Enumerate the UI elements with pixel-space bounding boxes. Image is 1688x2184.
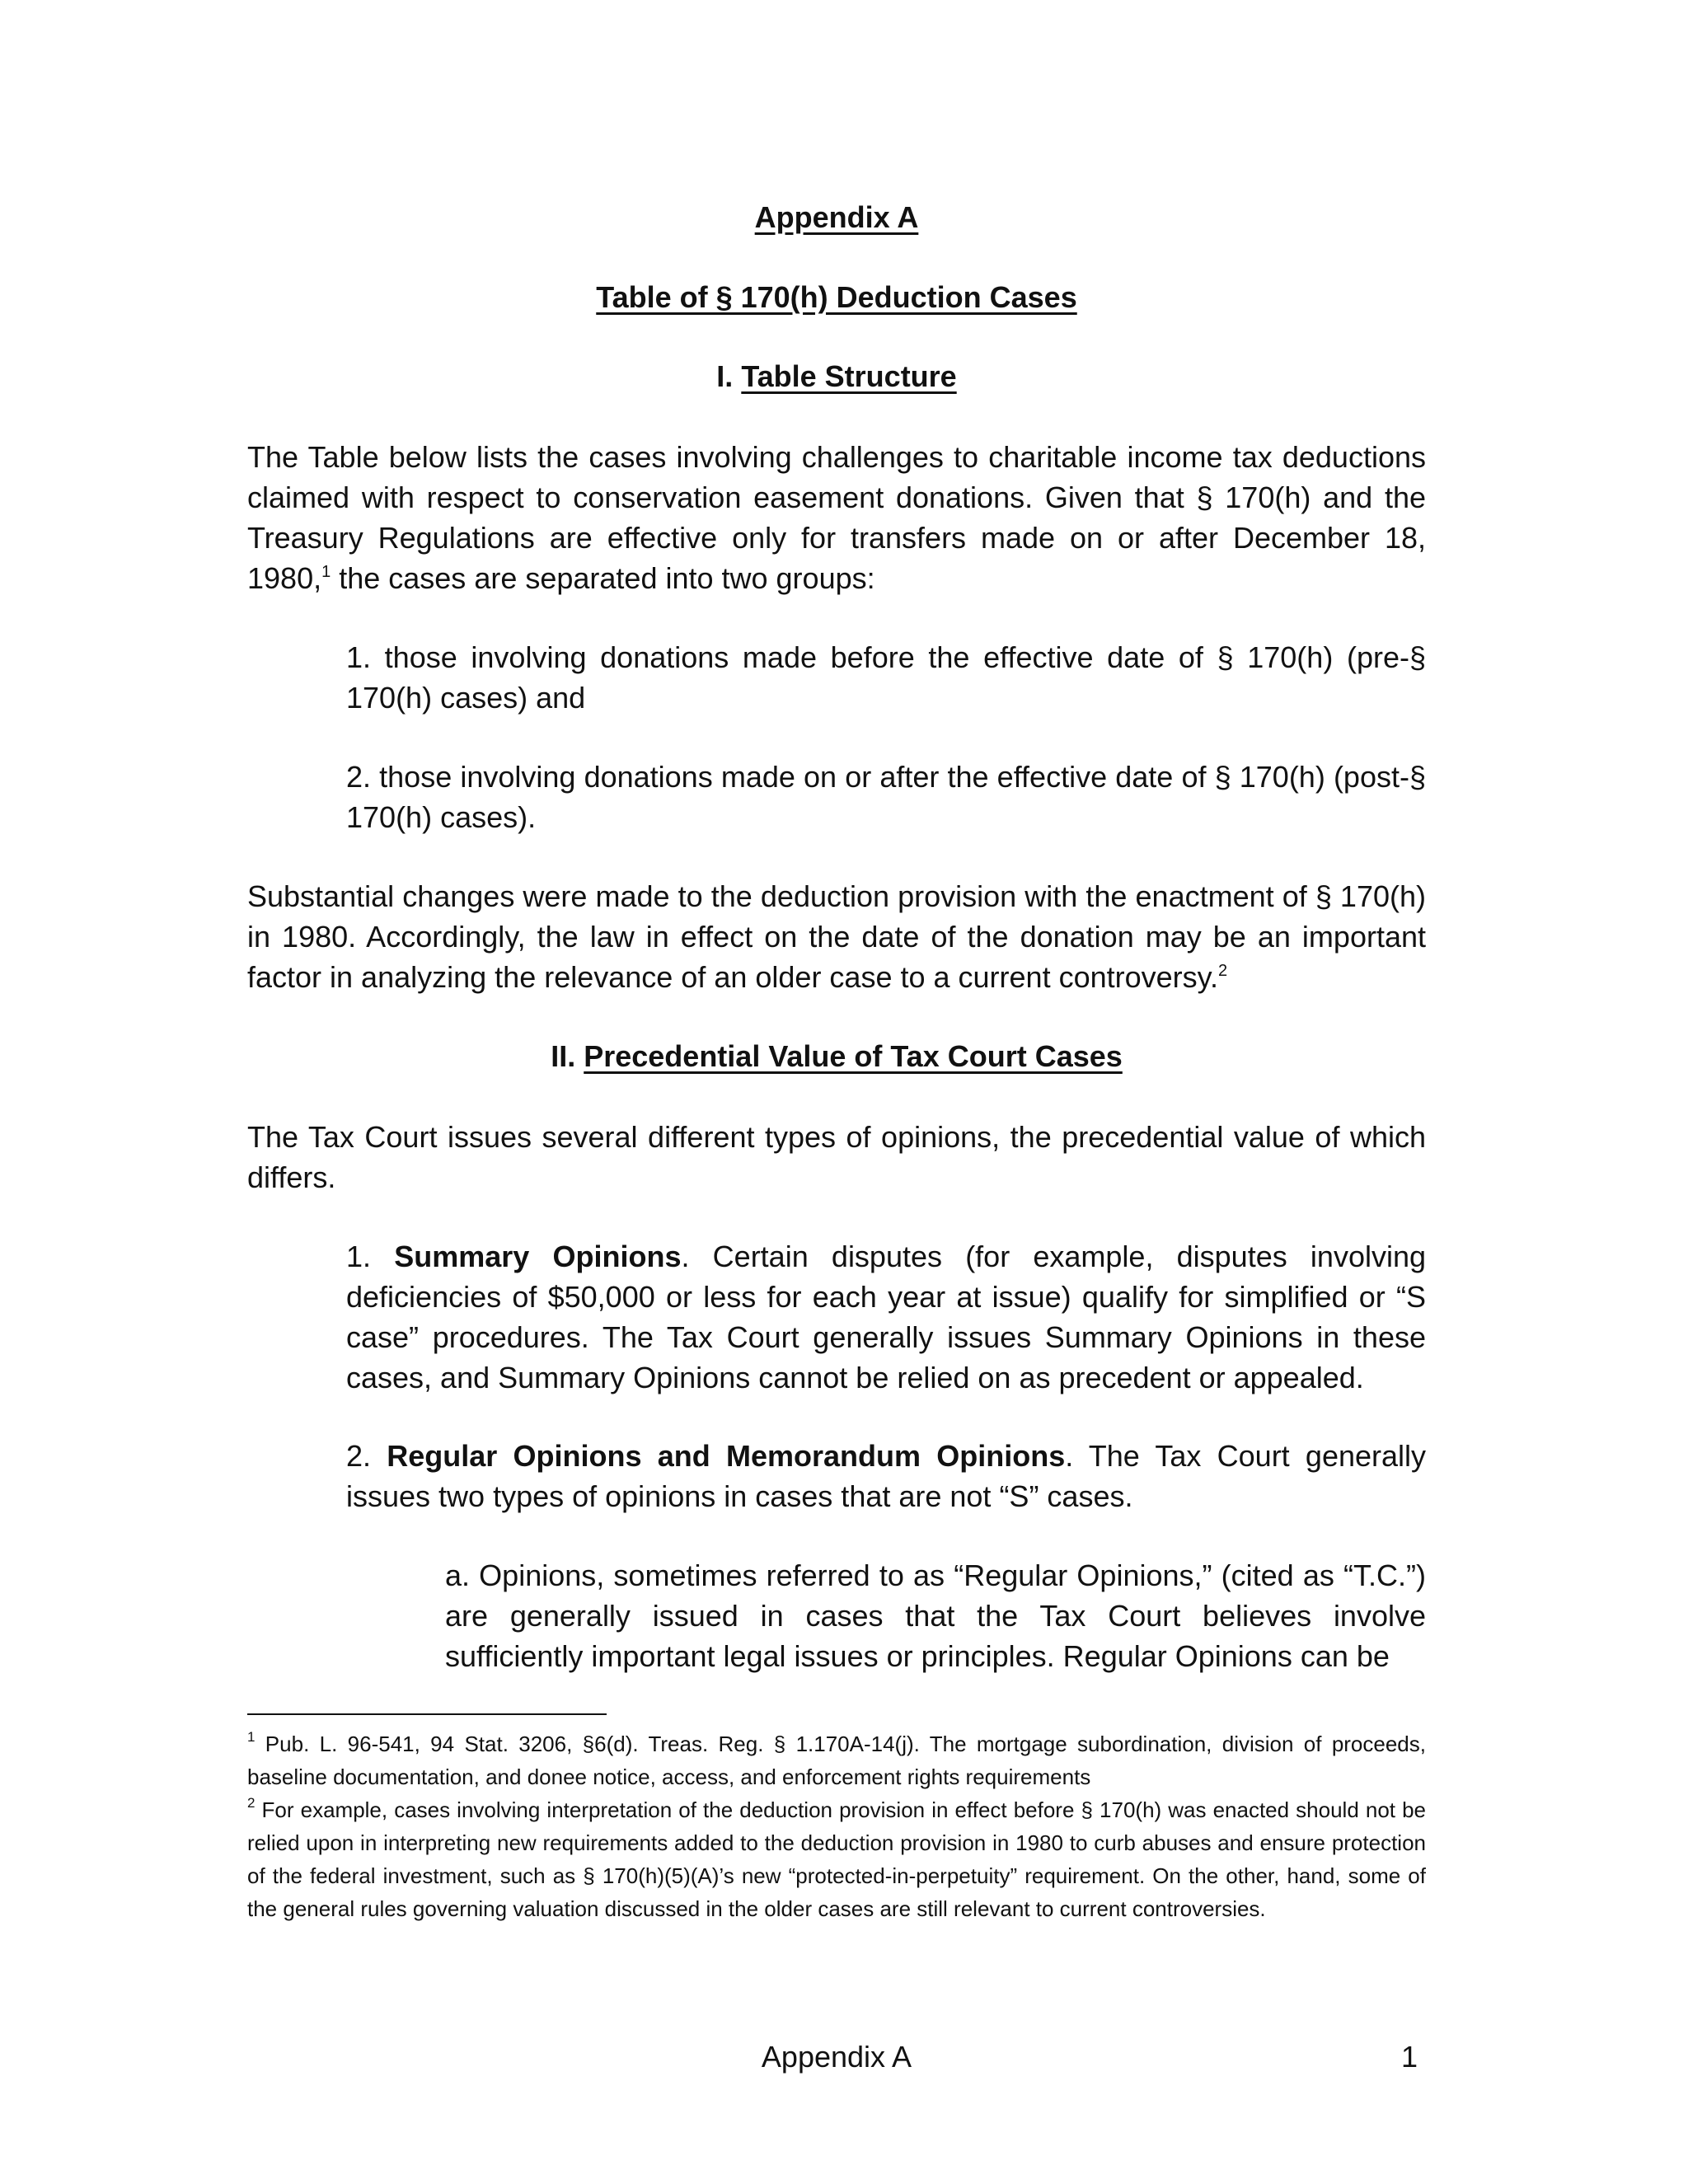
section-1-closing-paragraph: Substantial changes were made to the deduction provision with the enactment of § 170(h) in 1980. Accordingly, the law in effect on the date of the donation may be an important factor in analyzing the relevance of an older case to a current controversy.$^2$: [247, 879, 1426, 994]
list-item-summary-opinions: 1. Summary Opinions. Certain disputes (for example, disputes involving deficiencies of $50,000 or less for each year at issue) qualify for simplified or “S case” procedures. The Tax Court generally issues Summary Opinions in these cases, and Summary Opinions cannot be relied on as precedent or appealed.: [346, 1240, 1426, 1394]
summary-opinions-term: Summary Opinions: [394, 1240, 682, 1273]
footnote-2: $^2$ For example, cases involving interpretation of the deduction provision in effect before § 170(h) was enacted should not be relied upon in interpreting new requirements added to the deduction provision in 1980 to curb abuses and ensure protection of the federal investment, such as § 170(h)(5)(A)’s new “protected-in-perpetuity” requirement. On the other, hand, some of the general rules governing valuation discussed in the older cases are still relevant to current controversies.: [247, 1795, 1426, 1921]
regular-memorandum-opinions-term: Regular Opinions and Memorandum Opinions: [387, 1439, 1066, 1473]
footnote-separator: [247, 1713, 607, 1715]
footnote-1: $^1$ Pub. L. 96-541, 94 Stat. 3206, §6(d). Treas. Reg. § 1.170A-14(j). The mortgage subordination, division of proceeds, baseline documentation, and donee notice, access, and enforcement rights requirements: [247, 1729, 1426, 1789]
section-2-intro-paragraph: The Tax Court issues several different types of opinions, the precedential value of which differs.: [247, 1120, 1426, 1194]
list-item-regular-memorandum-opinions: 2. Regular Opinions and Memorandum Opinions. The Tax Court generally issues two types of opinions in cases that are not “S” cases.: [346, 1439, 1427, 1513]
footnote-ref-2: 2: [1217, 962, 1228, 980]
sub-item-regular-opinions: a. Opinions, sometimes referred to as “Regular Opinions,” (cited as “T.C.”) are generally issued in cases that the Tax Court believes involve sufficiently important legal issues or principles. Regular Opinions can be: [445, 1558, 1426, 1673]
list-item-post-170h: 2. those involving donations made on or after the effective date of § 170(h) (post-§ 170(h) cases).: [346, 760, 1426, 834]
footer-title: Appendix A: [761, 2040, 912, 2074]
table-title-heading: Table of § 170(h) Deduction Cases: [596, 280, 1077, 314]
section-2-heading: [247, 1037, 1426, 1076]
section-1-heading: [247, 357, 1426, 396]
footnote-ref-1: 1: [321, 563, 331, 581]
appendix-heading: Appendix A: [754, 200, 919, 234]
page-number: 1: [1401, 2040, 1418, 2074]
footnote-1-mark: 1: [247, 1729, 256, 1745]
section-1-intro-paragraph: The Table below lists the cases involving challenges to charitable income tax deductions claimed with respect to conservation easement donations. Given that § 170(h) and the Treasury Regulations are effective only for transfers made on or after December 18, 1980,$^1$ the cases are separated into two groups:: [247, 440, 1426, 595]
section-2-number: II.: [551, 1039, 576, 1073]
section-2-title: Precedential Value of Tax Court Cases: [584, 1039, 1123, 1073]
section-1-title: Table Structure: [741, 359, 957, 393]
list-item-pre-170h: 1. those involving donations made before the effective date of § 170(h) (pre-§ 170(h) cases) and: [346, 640, 1426, 715]
section-1-number: I.: [716, 359, 734, 393]
footnote-2-mark: 2: [247, 1795, 256, 1811]
